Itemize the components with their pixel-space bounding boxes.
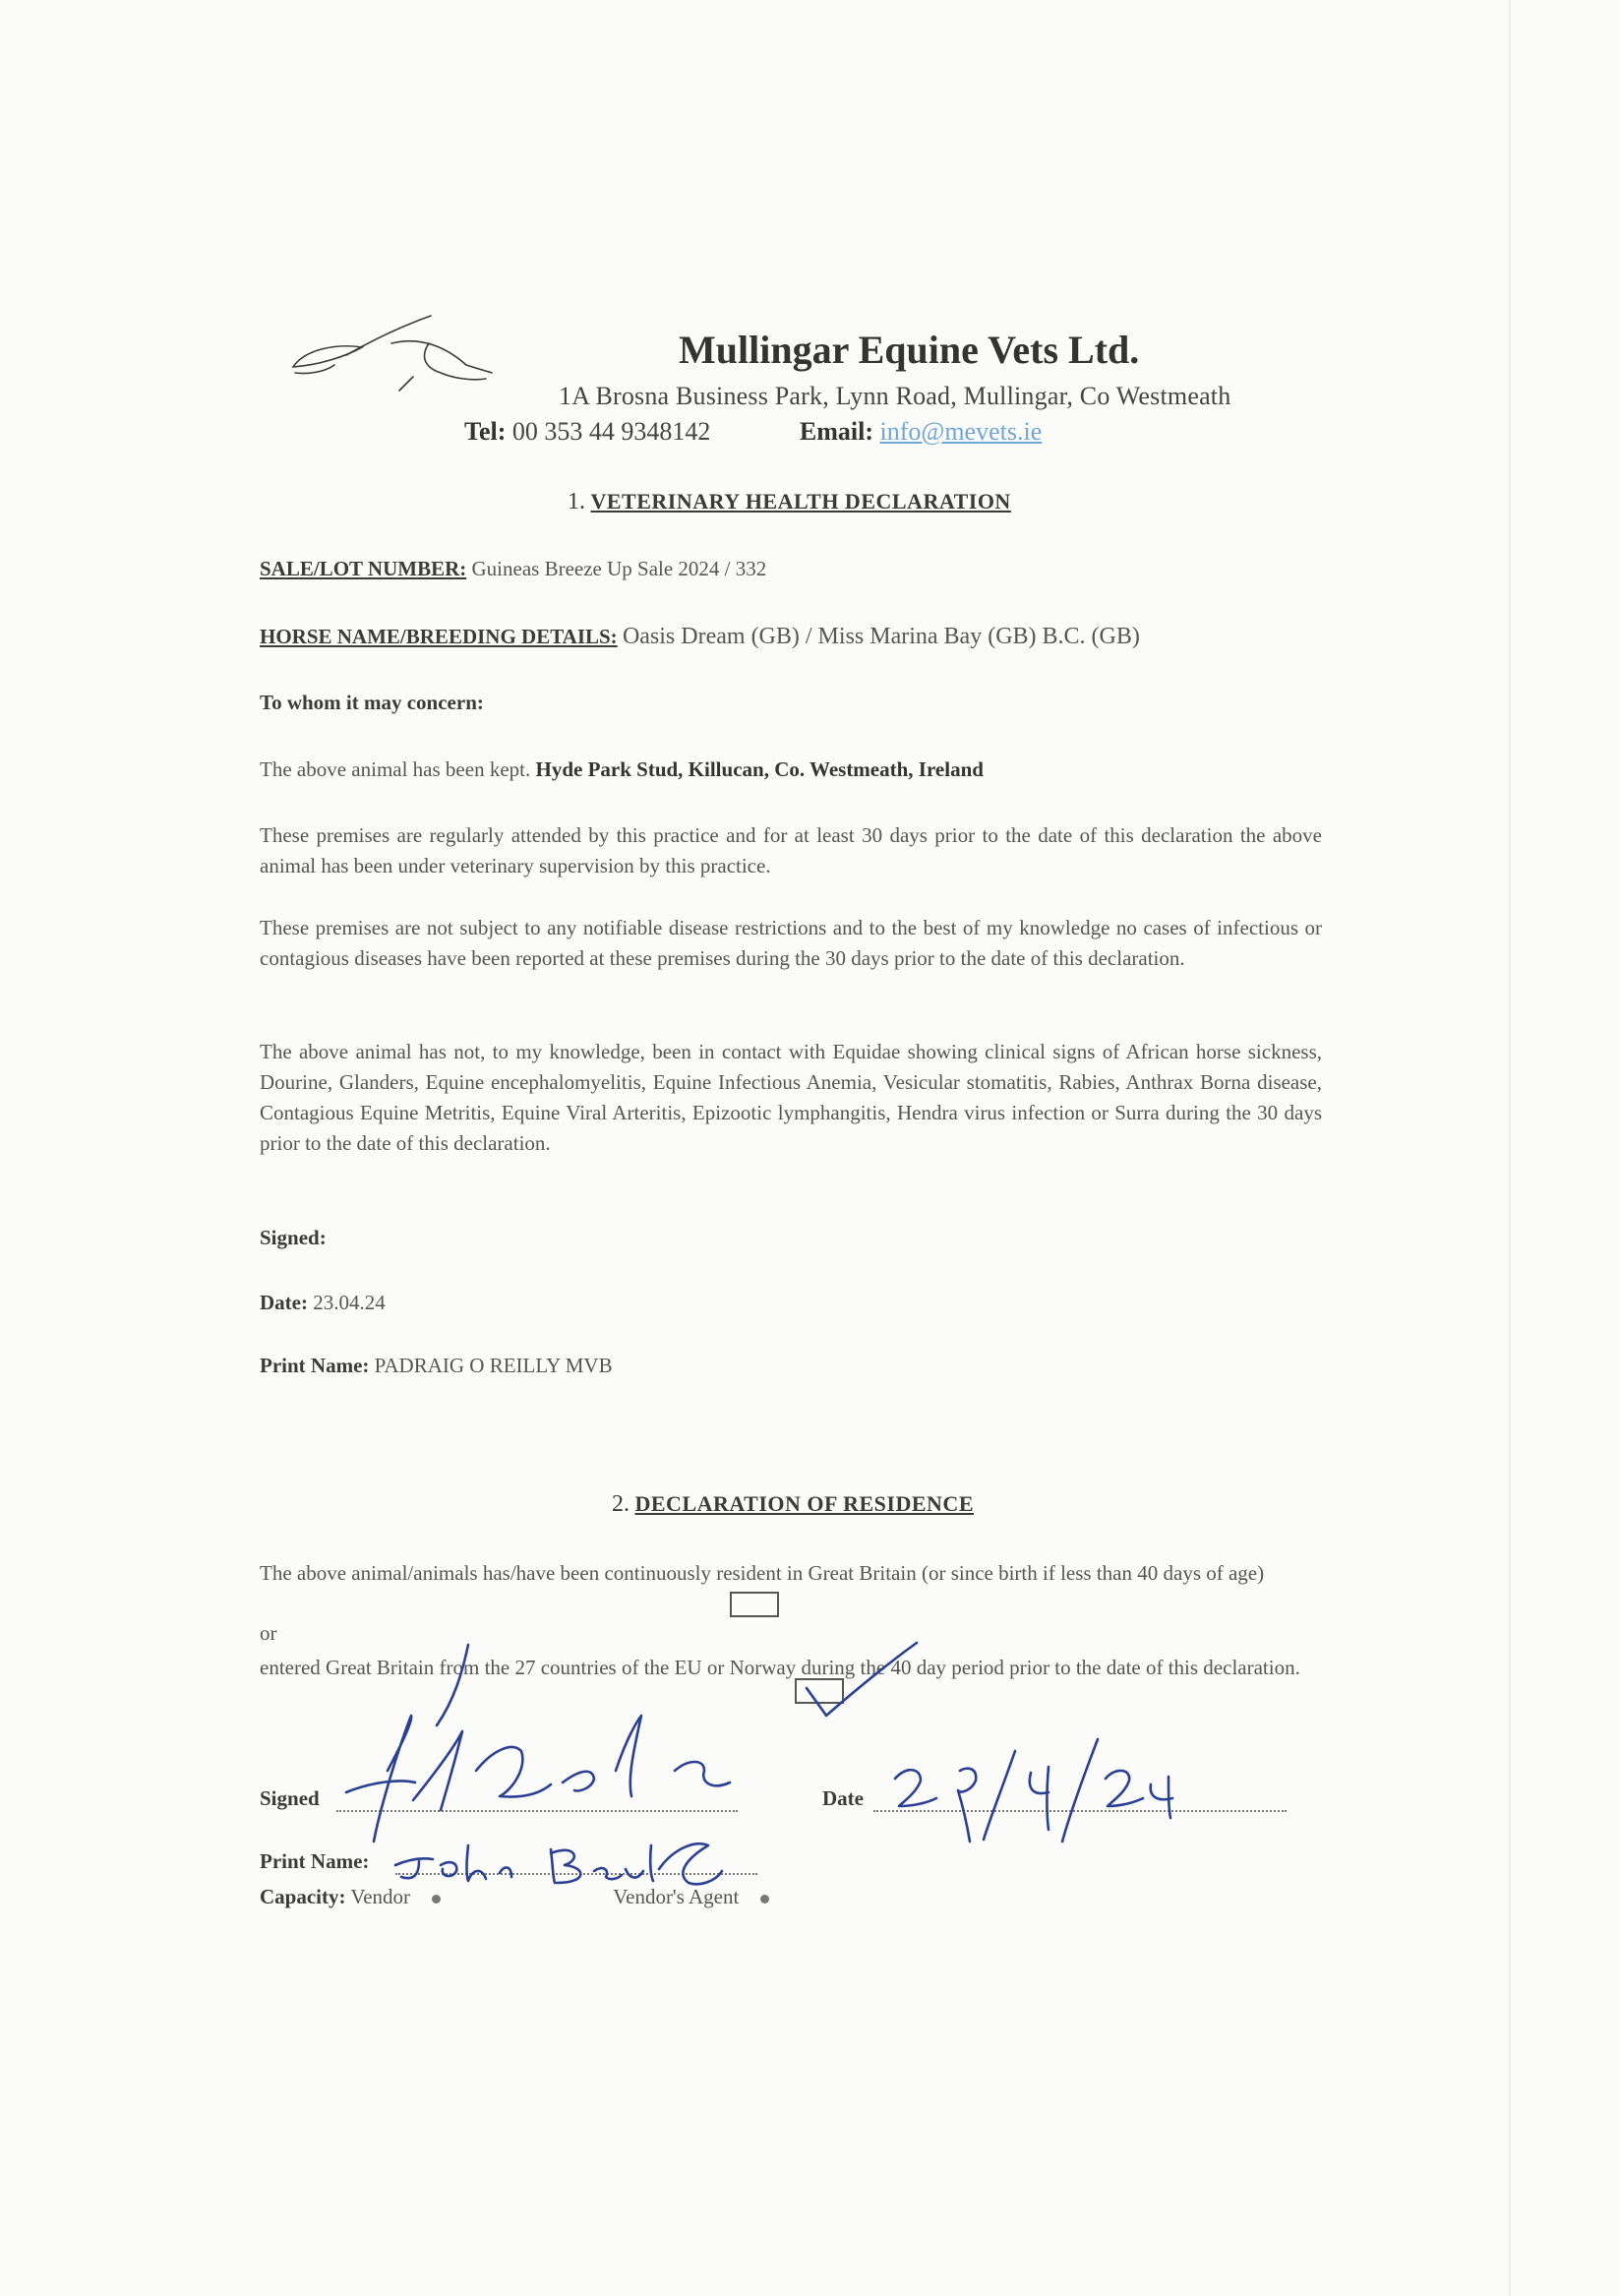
sale-lot-value: Guineas Breeze Up Sale 2024 / 332	[471, 557, 767, 580]
capacity-agent-radio[interactable]	[760, 1895, 769, 1903]
vendor-date-field[interactable]	[873, 1810, 1287, 1812]
vet-signed-label: Signed:	[260, 1226, 327, 1249]
capacity-label: Capacity:	[260, 1885, 346, 1908]
sale-lot-label: SALE/LOT NUMBER:	[260, 557, 467, 580]
salutation-text: To whom it may concern:	[260, 691, 484, 714]
capacity-vendor-radio[interactable]	[432, 1895, 441, 1903]
vet-print-name-line	[260, 1354, 613, 1378]
capacity-line	[260, 1885, 769, 1909]
kept-text: The above animal has been kept.	[260, 757, 531, 781]
disease-restrictions-paragraph: These premises are not subject to any notifiable disease restrictions and to the best of my knowledge no cases of infectious or contagious diseases have been reported at these premises during the 30 days prior to the date of this declaration.	[260, 916, 1322, 970]
section2-heading: DECLARATION OF RESIDENCE	[634, 1491, 974, 1516]
section2-title	[612, 1491, 974, 1518]
capacity-agent-label: Vendor's Agent	[613, 1885, 740, 1908]
vendor-print-name-line	[260, 1849, 369, 1874]
supervision-paragraph: These premises are regularly attended by this practice and for at least 30 days prior to the date of this declaration the above animal has been under veterinary supervision by this practice.	[260, 823, 1322, 877]
contact-line	[464, 417, 1042, 447]
salutation	[260, 691, 484, 715]
email-link[interactable]: info@mevets.ie	[879, 417, 1043, 446]
handwritten-date	[895, 1739, 1172, 1842]
horse-details-line	[260, 624, 1140, 650]
residence-option1-checkbox[interactable]	[730, 1592, 779, 1617]
horse-head-logo-icon	[275, 310, 541, 408]
kept-line	[260, 757, 984, 782]
kept-location: Hyde Park Stud, Killucan, Co. Westmeath, Ireland	[535, 757, 984, 781]
or-text: or	[260, 1621, 277, 1645]
handwritten-signature	[346, 1716, 730, 1842]
contact-equidae-paragraph: The above animal has not, to my knowledge, been in contact with Equidae showing clinical signs of African horse sickness, Dourine, Glanders, Equine encephalomyelitis, Equine Infectious Anemia, Vesicular stomatitis, Rabies, Anthrax Borna disease, Contagious Equine Metritis, Equine Viral Arteritis, Epizootic lymphangitis, Hendra virus infection or Surra during the 30 days prior to the date of this declaration.	[260, 1040, 1322, 1155]
or-line	[260, 1621, 277, 1646]
email-label: Email:	[799, 417, 873, 446]
sale-lot-line	[260, 557, 766, 581]
section2-number: 2.	[612, 1491, 630, 1517]
vendor-signed-line	[260, 1786, 320, 1811]
company-address: 1A Brosna Business Park, Lynn Road, Mullingar, Co Westmeath	[559, 382, 1231, 410]
vendor-print-name-field[interactable]	[395, 1873, 757, 1875]
tel-value: 00 353 44 9348142	[511, 417, 711, 446]
horse-details-value: Oasis Dream (GB) / Miss Marina Bay (GB) B.C. (GB)	[622, 624, 1140, 649]
vet-date-line	[260, 1291, 386, 1315]
residence-option1-text: The above animal/animals has/have been continuously resident in Great Britain (or since birth if less than 40 days of age)	[260, 1561, 1265, 1585]
vendor-signed-label: Signed	[260, 1786, 320, 1810]
residence-option2-checkbox[interactable]	[795, 1678, 844, 1704]
section1-number: 1.	[568, 489, 585, 514]
handwritten-name	[395, 1843, 722, 1884]
email-group	[800, 417, 1042, 446]
vendor-signature-field[interactable]	[336, 1810, 738, 1812]
section1-title	[568, 489, 1011, 515]
section1-heading: VETERINARY HEALTH DECLARATION	[590, 489, 1011, 514]
company-name: Mullingar Equine Vets Ltd.	[679, 328, 1140, 372]
scan-edge	[1509, 0, 1511, 2296]
vendor-date-line	[822, 1786, 864, 1811]
horse-details-label: HORSE NAME/BREEDING DETAILS:	[260, 625, 618, 648]
vendor-date-label: Date	[822, 1786, 864, 1810]
tel-label: Tel:	[464, 417, 507, 446]
vendor-print-name-label: Print Name:	[260, 1849, 370, 1873]
capacity-vendor-label: Vendor	[350, 1885, 411, 1908]
residence-option2-text: entered Great Britain from the 27 countries of the EU or Norway during the 40 day period prior to the date of this declaration.	[260, 1656, 1300, 1679]
vet-print-name-value: PADRAIG O REILLY MVB	[374, 1354, 613, 1377]
vet-signed-line	[260, 1226, 327, 1250]
vet-print-name-label: Print Name:	[260, 1354, 370, 1377]
vet-date-label: Date:	[260, 1291, 308, 1314]
vet-date-value: 23.04.24	[313, 1291, 386, 1314]
